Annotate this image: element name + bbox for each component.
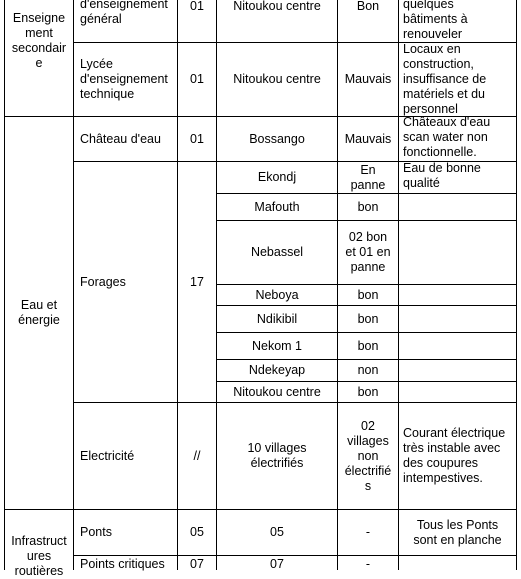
grid-vline: [398, 0, 399, 570]
item-label: Forages: [80, 274, 126, 289]
forage-state: bon: [357, 338, 379, 353]
item-state: Bon: [356, 0, 380, 13]
item-location: 05: [270, 525, 284, 539]
forage-state: bon: [357, 311, 379, 326]
forage-location: Ndekeyap: [248, 363, 306, 377]
grid-hline: [73, 555, 517, 556]
item-count: 17: [190, 274, 204, 289]
item-state: -: [365, 525, 371, 539]
item-observation: Courant électrique très instable avec des coupures intempestives.: [403, 426, 506, 485]
forage-state: En panne: [350, 162, 386, 192]
item-observation: quelques bâtiments à renouveler: [403, 0, 468, 41]
item-location: Bossango: [249, 131, 305, 146]
item-observation: Châteaux d'eau scan water non fonctionnelle.: [403, 115, 491, 159]
item-location: 07: [270, 557, 284, 571]
forage-state: 02 bon et 01 en panne: [345, 230, 391, 274]
forage-location: Nebassel: [250, 245, 304, 259]
item-state: Mauvais: [344, 72, 392, 86]
item-location: Nitoukou centre: [233, 72, 321, 86]
category-eau-energie: Eau et énergie: [18, 298, 60, 327]
item-count: 01: [190, 0, 204, 13]
item-label: d'enseignement général: [80, 0, 168, 26]
item-label: Ponts: [80, 525, 112, 539]
item-location: Nitoukou centre: [233, 0, 321, 13]
item-location: 10 villages électrifiés: [247, 441, 307, 470]
item-count: 01: [190, 72, 204, 86]
grid-vline: [516, 0, 517, 570]
item-state: 02 villages non électrifié s: [344, 418, 392, 493]
grid-vline: [73, 0, 74, 570]
item-state: Mauvais: [344, 131, 392, 146]
forage-state: bon: [357, 199, 379, 214]
forage-location: Neboya: [255, 287, 299, 302]
forage-location: Ekondj: [257, 170, 297, 184]
category-enseignement: Enseigne ment secondair e: [11, 11, 67, 70]
forage-state: non: [357, 363, 379, 377]
item-label: Points critiques: [80, 557, 165, 571]
forage-state: bon: [357, 384, 379, 399]
item-label: Lycée d'enseignement technique: [80, 57, 168, 101]
forage-location: Nekom 1: [251, 338, 303, 353]
forage-state: bon: [357, 287, 379, 302]
item-count: //: [193, 448, 201, 463]
forage-location: Ndikibil: [256, 311, 298, 326]
item-count: 01: [190, 131, 204, 146]
category-infrastructures: Infrastruct ures routières: [11, 534, 67, 578]
item-label: Electricité: [80, 448, 135, 463]
item-observation: Eau de bonne qualité: [403, 161, 481, 190]
forage-location: Nitoukou centre: [233, 384, 321, 399]
item-observation: Locaux en construction, insuffisance de matériels et du personnel: [403, 42, 487, 116]
forage-location: Mafouth: [254, 199, 300, 214]
item-observation: Tous les Ponts sont en planche: [413, 517, 502, 547]
item-state: -: [365, 557, 371, 571]
item-count: 05: [190, 525, 204, 539]
item-label: Château d'eau: [80, 131, 161, 146]
item-count: 07: [190, 557, 204, 571]
